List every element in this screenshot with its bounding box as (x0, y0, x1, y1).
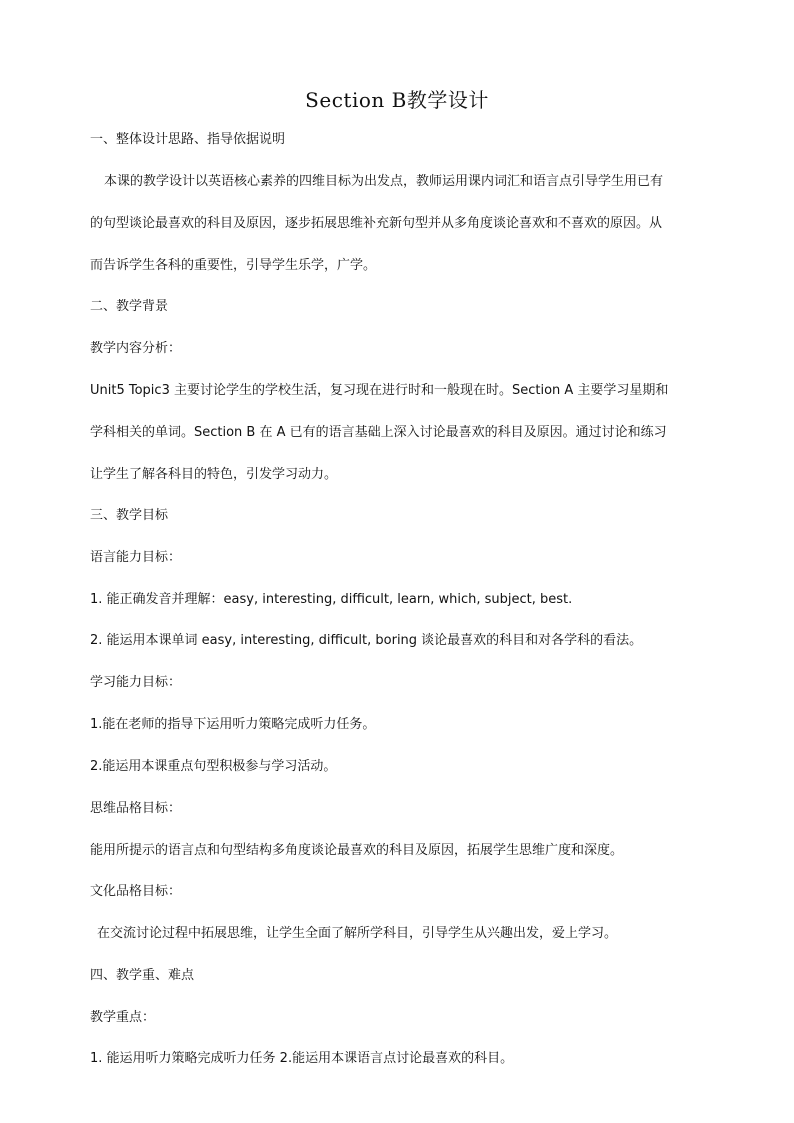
section-heading-background: 二、教学背景 (90, 299, 169, 314)
paragraph-line: Unit5 Topic3 主要讨论学生的学校生活，复习现在进行时和一般现在时。Section A 主要学习星期和 (90, 383, 669, 398)
subheading-language-goals: 语言能力目标： (90, 550, 182, 565)
section-heading-objectives: 三、教学目标 (90, 508, 169, 523)
subheading-teaching-focus: 教学重点： (90, 1010, 156, 1025)
subheading-learning-goals: 学习能力目标： (90, 675, 182, 690)
paragraph-line: 的句型谈论最喜欢的科目及原因，逐步拓展思维补充新句型并从多角度谈论喜欢和不喜欢的原因。从 (90, 216, 663, 231)
list-item: 1. 能正确发音并理解：easy, interesting, difficult, learn, which, subject, best. (90, 592, 573, 607)
subheading-thinking-goals: 思维品格目标： (90, 801, 182, 816)
subheading-culture-goals: 文化品格目标： (90, 884, 182, 899)
section-heading-key-points: 四、教学重、难点 (90, 968, 195, 983)
list-item: 1.能在老师的指导下运用听力策略完成听力任务。 (90, 717, 376, 732)
document-title: Section B教学设计 (305, 88, 489, 112)
paragraph-line: 让学生了解各科目的特色，引发学习动力。 (90, 467, 338, 482)
list-item: 2. 能运用本课单词 easy, interesting, difficult, boring 谈论最喜欢的科目和对各学科的看法。 (90, 633, 643, 648)
list-item: 2.能运用本课重点句型积极参与学习活动。 (90, 759, 337, 774)
paragraph-line: 学科相关的单词。Section B 在 A 已有的语言基础上深入讨论最喜欢的科目及原因。通过讨论和练习 (90, 425, 667, 440)
paragraph-line: 能用所提示的语言点和句型结构多角度谈论最喜欢的科目及原因，拓展学生思维广度和深度。 (90, 843, 624, 858)
paragraph-line: 本课的教学设计以英语核心素养的四维目标为出发点，教师运用课内词汇和语言点引导学生用已有 (104, 174, 664, 189)
subheading-content-analysis: 教学内容分析： (90, 341, 182, 356)
paragraph-line: 而告诉学生各科的重要性，引导学生乐学，广学。 (90, 258, 377, 273)
list-item: 1. 能运用听力策略完成听力任务 2.能运用本课语言点讨论最喜欢的科目。 (90, 1051, 514, 1066)
section-heading-design-ideas: 一、整体设计思路、指导依据说明 (90, 132, 286, 147)
paragraph-line: 在交流讨论过程中拓展思维，让学生全面了解所学科目，引导学生从兴趣出发，爱上学习。 (97, 926, 618, 941)
